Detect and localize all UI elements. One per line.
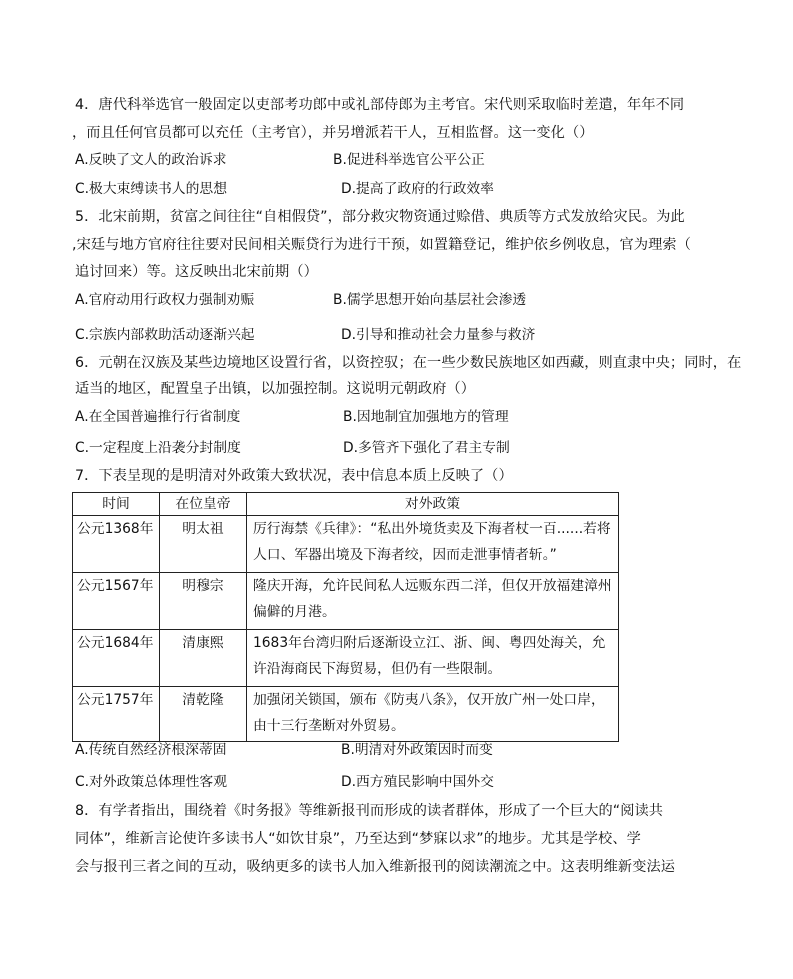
q5-stem-line3: 追讨回来）等。这反映出北宋前期（） xyxy=(75,264,318,280)
q4-option-d[interactable]: D.提高了政府的行政效率 xyxy=(341,181,494,197)
q4-stem-line2: ，而且任何官员都可以充任（主考官），并另增派若干人，互相监督。这一变化（） xyxy=(72,125,594,141)
q6-option-b[interactable]: B.因地制宜加强地方的管理 xyxy=(343,409,509,425)
table-header-emperor: 在位皇帝 xyxy=(160,493,247,516)
q5-stem-line2: ,宋廷与地方官府往往要对民间相关赈贷行为进行干预，如置籍登记，维护依乡例收息，官为理索（ xyxy=(72,237,691,253)
table-row xyxy=(73,687,619,742)
q7-option-d[interactable]: D.西方殖民影响中国外交 xyxy=(341,774,494,790)
table-cell-policy xyxy=(247,573,619,630)
q7-option-c[interactable]: C.对外政策总体理性客观 xyxy=(75,774,227,790)
q6-stem-line1: 6．元朝在汉族及某些边境地区设置行省，以资控驭；在一些少数民族地区如西藏，则直隶中央；同时，在 xyxy=(75,355,742,371)
table-cell-time: 公元1757年 xyxy=(73,687,160,742)
policy-table xyxy=(72,492,619,742)
q4-option-b[interactable]: B.促进科举选官公平公正 xyxy=(333,152,485,168)
q5-option-b[interactable]: B.儒学思想开始向基层社会渗透 xyxy=(333,292,527,308)
q5-stem-line1: 5．北宋前期，贫富之间往往“自相假贷”，部分救灾物资通过赊借、典质等方式发放给灾民。为此 xyxy=(75,209,685,225)
q4-option-a[interactable]: A.反映了文人的政治诉求 xyxy=(75,152,227,168)
q7-option-a[interactable]: A.传统自然经济根深蒂固 xyxy=(75,742,227,758)
q6-option-d[interactable]: D.多管齐下强化了君主专制 xyxy=(343,440,510,456)
table-cell-emperor: 明穆宗 xyxy=(160,573,247,630)
table-cell-policy xyxy=(247,516,619,573)
q5-option-a[interactable]: A.官府动用行政权力强制劝赈 xyxy=(75,292,255,308)
policy-text: 1683年台湾归附后逐渐设立江、浙、闽、粤四处海关，允许沿海商民下海贸易，但仍有一些限制。 xyxy=(253,635,606,677)
table-cell-policy xyxy=(247,687,619,742)
q8-stem-line2: 同体”，维新言论使许多读书人“如饮甘泉”，乃至达到“梦寐以求”的地步。尤其是学校、学 xyxy=(75,831,641,847)
table-cell-time: 公元1567年 xyxy=(73,573,160,630)
q6-stem-line2: 适当的地区，配置皇子出镇，以加强控制。这说明元朝政府（） xyxy=(75,381,476,397)
table-row xyxy=(73,630,619,687)
q8-stem-line1: 8．有学者指出，围绕着《时务报》等维新报刊而形成的读者群体，形成了一个巨大的“阅读共 xyxy=(75,803,664,819)
q8-stem-line3: 会与报刊三者之间的互动，吸纳更多的读书人加入维新报刊的阅读潮流之中。这表明维新变法运 xyxy=(75,859,676,875)
q5-option-d[interactable]: D.引导和推动社会力量参与救济 xyxy=(341,327,536,343)
table-header-row xyxy=(73,493,619,516)
q7-option-b[interactable]: B.明清对外政策因时而变 xyxy=(341,742,493,758)
q7-stem-line1: 7．下表呈现的是明清对外政策大致状况，表中信息本质上反映了（） xyxy=(75,468,513,484)
table-row xyxy=(73,516,619,573)
table-cell-time: 公元1684年 xyxy=(73,630,160,687)
q4-option-c[interactable]: C.极大束缚读书人的思想 xyxy=(75,181,227,197)
q4-stem-line1: 4．唐代科举选官一般固定以吏部考功郎中或礼部侍郎为主考官。宋代则采取临时差遣，年年不同 xyxy=(75,97,685,113)
table-header-policy: 对外政策 xyxy=(247,493,619,516)
table-header-time: 时间 xyxy=(73,493,160,516)
table-cell-time: 公元1368年 xyxy=(73,516,160,573)
table-row xyxy=(73,573,619,630)
policy-text: 隆庆开海，允许民间私人远贩东西二洋，但仅开放福建漳州偏僻的月港。 xyxy=(253,578,612,620)
q6-option-c[interactable]: C.一定程度上沿袭分封制度 xyxy=(75,440,241,456)
table-cell-emperor: 清康熙 xyxy=(160,630,247,687)
policy-text: 加强闭关锁国，颁布《防夷八条》，仅开放广州一处口岸，由十三行垄断对外贸易。 xyxy=(253,692,605,734)
q5-option-c[interactable]: C.宗族内部救助活动逐渐兴起 xyxy=(75,327,255,343)
table-cell-policy xyxy=(247,630,619,687)
policy-text: 厉行海禁《兵律》：“私出外境货卖及下海者杖一百......若将人口、军器出境及下海者绞，因而走泄事情者斩。” xyxy=(253,521,611,563)
table-cell-emperor: 明太祖 xyxy=(160,516,247,573)
q6-option-a[interactable]: A.在全国普遍推行行省制度 xyxy=(75,409,241,425)
table-cell-emperor: 清乾隆 xyxy=(160,687,247,742)
